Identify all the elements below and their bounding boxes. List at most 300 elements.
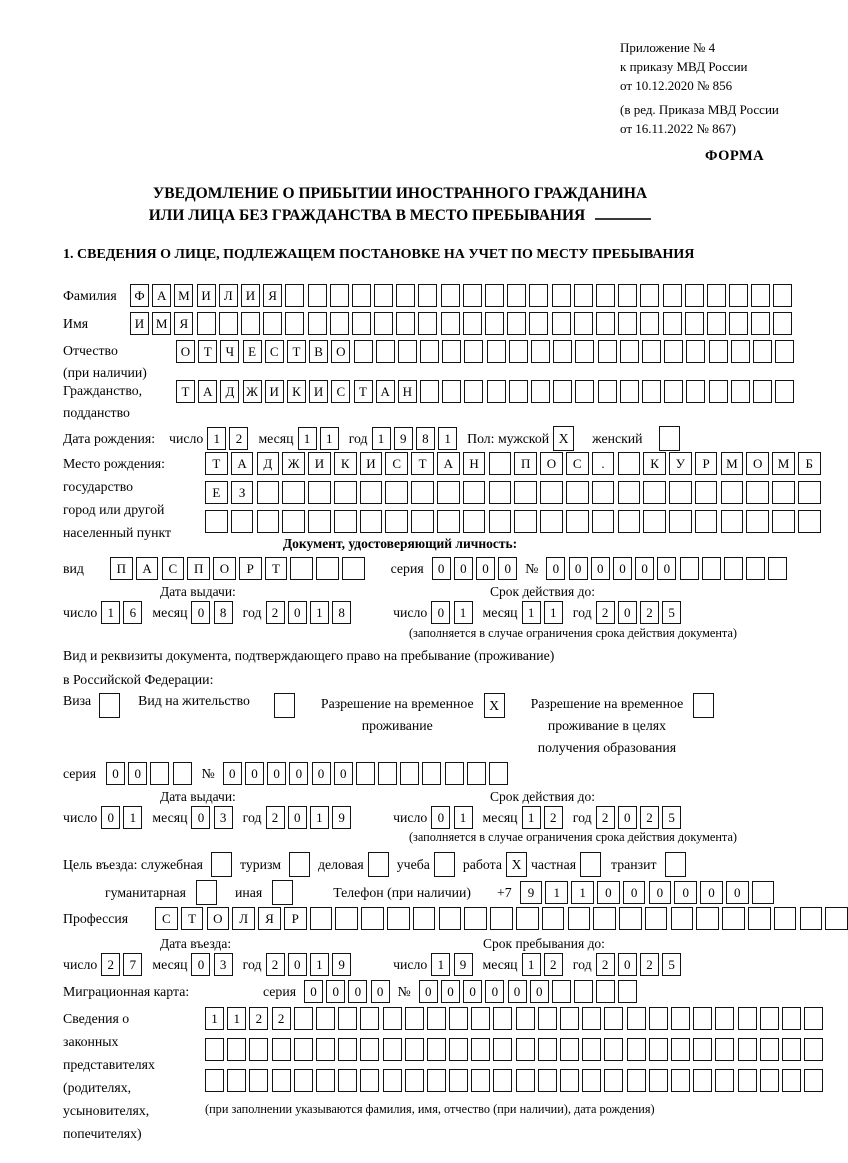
char-box[interactable]: 2 — [101, 953, 120, 976]
char-box[interactable]: И — [265, 380, 284, 403]
char-box[interactable]: 0 — [591, 557, 610, 580]
char-box[interactable] — [411, 510, 434, 533]
char-box[interactable] — [618, 312, 637, 335]
char-box[interactable]: А — [152, 284, 171, 307]
char-box[interactable]: 5 — [662, 806, 681, 829]
char-box[interactable] — [798, 510, 821, 533]
char-box[interactable]: 8 — [332, 601, 351, 624]
char-box[interactable]: 0 — [476, 557, 495, 580]
char-box[interactable]: 0 — [623, 881, 646, 904]
char-box[interactable] — [422, 762, 441, 785]
char-box[interactable] — [722, 907, 745, 930]
char-box[interactable] — [782, 1038, 801, 1061]
char-box[interactable] — [760, 1038, 779, 1061]
char-box[interactable] — [738, 1007, 757, 1030]
char-box[interactable] — [680, 557, 699, 580]
char-box[interactable] — [804, 1069, 823, 1092]
char-box[interactable]: 0 — [441, 980, 460, 1003]
checkbox-private[interactable] — [580, 852, 601, 877]
char-box[interactable]: 1 — [310, 806, 329, 829]
char-box[interactable] — [374, 312, 393, 335]
char-box[interactable] — [542, 907, 565, 930]
char-box[interactable] — [748, 907, 771, 930]
char-box[interactable] — [285, 284, 304, 307]
char-box[interactable] — [618, 284, 637, 307]
char-box[interactable] — [257, 510, 280, 533]
char-box[interactable] — [804, 1007, 823, 1030]
char-box[interactable] — [334, 510, 357, 533]
char-box[interactable] — [308, 284, 327, 307]
char-box[interactable]: 0 — [454, 557, 473, 580]
char-box[interactable] — [396, 312, 415, 335]
char-box[interactable]: 5 — [662, 953, 681, 976]
char-box[interactable]: 0 — [508, 980, 527, 1003]
char-box[interactable]: 2 — [229, 427, 248, 450]
char-box[interactable] — [398, 340, 417, 363]
char-box[interactable] — [538, 1038, 557, 1061]
char-box[interactable] — [360, 481, 383, 504]
char-box[interactable] — [642, 380, 661, 403]
char-box[interactable]: 0 — [312, 762, 331, 785]
char-box[interactable] — [775, 340, 794, 363]
char-box[interactable] — [387, 907, 410, 930]
char-box[interactable] — [413, 907, 436, 930]
char-box[interactable]: 2 — [249, 1007, 268, 1030]
char-box[interactable]: Б — [798, 452, 821, 475]
char-box[interactable] — [464, 380, 483, 403]
checkbox-gender-male[interactable]: X — [553, 426, 574, 451]
char-box[interactable] — [715, 1038, 734, 1061]
char-box[interactable]: А — [437, 452, 460, 475]
checkbox-temp-permit-edu[interactable] — [693, 693, 714, 718]
char-box[interactable]: 1 — [310, 601, 329, 624]
char-box[interactable] — [509, 380, 528, 403]
char-box[interactable]: 1 — [545, 881, 568, 904]
char-box[interactable] — [782, 1069, 801, 1092]
char-box[interactable]: Т — [411, 452, 434, 475]
char-box[interactable] — [671, 1069, 690, 1092]
char-box[interactable] — [308, 481, 331, 504]
char-box[interactable]: Е — [243, 340, 262, 363]
char-box[interactable] — [618, 510, 641, 533]
char-box[interactable] — [493, 1038, 512, 1061]
char-box[interactable] — [205, 1069, 224, 1092]
char-box[interactable] — [420, 380, 439, 403]
char-box[interactable] — [746, 510, 769, 533]
char-box[interactable] — [285, 312, 304, 335]
char-box[interactable] — [649, 1069, 668, 1092]
char-box[interactable]: 1 — [522, 806, 541, 829]
char-box[interactable] — [619, 907, 642, 930]
char-box[interactable]: 1 — [310, 953, 329, 976]
char-box[interactable] — [437, 510, 460, 533]
char-box[interactable] — [640, 312, 659, 335]
char-box[interactable] — [405, 1007, 424, 1030]
char-box[interactable] — [552, 312, 571, 335]
char-box[interactable] — [575, 340, 594, 363]
char-box[interactable] — [354, 340, 373, 363]
char-box[interactable] — [294, 1069, 313, 1092]
char-box[interactable] — [449, 1007, 468, 1030]
char-box[interactable] — [560, 1038, 579, 1061]
char-box[interactable]: Ч — [220, 340, 239, 363]
char-box[interactable] — [693, 1069, 712, 1092]
char-box[interactable] — [205, 1038, 224, 1061]
char-box[interactable]: 0 — [657, 557, 676, 580]
char-box[interactable]: 2 — [266, 601, 285, 624]
checkbox-study[interactable] — [434, 852, 455, 877]
char-box[interactable] — [671, 1038, 690, 1061]
char-box[interactable] — [751, 284, 770, 307]
char-box[interactable] — [249, 1069, 268, 1092]
char-box[interactable] — [342, 557, 365, 580]
checkbox-work[interactable]: X — [506, 852, 527, 877]
char-box[interactable] — [427, 1007, 446, 1030]
char-box[interactable] — [574, 980, 593, 1003]
char-box[interactable] — [360, 1038, 379, 1061]
char-box[interactable]: 9 — [332, 806, 351, 829]
char-box[interactable] — [282, 481, 305, 504]
char-box[interactable] — [649, 1007, 668, 1030]
char-box[interactable] — [338, 1007, 357, 1030]
char-box[interactable] — [753, 380, 772, 403]
char-box[interactable] — [378, 762, 397, 785]
char-box[interactable]: И — [309, 380, 328, 403]
char-box[interactable]: 0 — [419, 980, 438, 1003]
char-box[interactable] — [290, 557, 313, 580]
char-box[interactable] — [582, 1069, 601, 1092]
char-box[interactable] — [529, 312, 548, 335]
char-box[interactable] — [618, 481, 641, 504]
char-box[interactable] — [752, 881, 775, 904]
char-box[interactable] — [241, 312, 260, 335]
char-box[interactable]: Е — [205, 481, 228, 504]
char-box[interactable] — [489, 481, 512, 504]
char-box[interactable]: 0 — [191, 953, 210, 976]
char-box[interactable] — [197, 312, 216, 335]
char-box[interactable] — [405, 1069, 424, 1092]
char-box[interactable] — [463, 481, 486, 504]
char-box[interactable] — [568, 907, 591, 930]
char-box[interactable] — [437, 481, 460, 504]
char-box[interactable]: 0 — [431, 806, 450, 829]
char-box[interactable] — [485, 284, 504, 307]
char-box[interactable]: Р — [695, 452, 718, 475]
char-box[interactable] — [316, 1007, 335, 1030]
char-box[interactable]: О — [176, 340, 195, 363]
char-box[interactable] — [804, 1038, 823, 1061]
char-box[interactable] — [618, 452, 641, 475]
char-box[interactable]: 0 — [432, 557, 451, 580]
char-box[interactable]: Ж — [243, 380, 262, 403]
char-box[interactable] — [800, 907, 823, 930]
char-box[interactable] — [620, 380, 639, 403]
char-box[interactable] — [751, 312, 770, 335]
char-box[interactable]: 1 — [320, 427, 339, 450]
char-box[interactable]: А — [198, 380, 217, 403]
char-box[interactable]: 0 — [597, 881, 620, 904]
char-box[interactable]: 2 — [596, 806, 615, 829]
char-box[interactable]: 0 — [304, 980, 323, 1003]
char-box[interactable]: 1 — [454, 601, 473, 624]
char-box[interactable] — [669, 510, 692, 533]
char-box[interactable]: 2 — [596, 601, 615, 624]
char-box[interactable] — [516, 907, 539, 930]
char-box[interactable]: П — [187, 557, 210, 580]
char-box[interactable] — [685, 312, 704, 335]
char-box[interactable] — [582, 1007, 601, 1030]
char-box[interactable] — [729, 284, 748, 307]
char-box[interactable] — [686, 380, 705, 403]
char-box[interactable]: К — [643, 452, 666, 475]
checkbox-business[interactable] — [368, 852, 389, 877]
char-box[interactable] — [449, 1038, 468, 1061]
char-box[interactable]: Р — [239, 557, 262, 580]
char-box[interactable] — [596, 284, 615, 307]
char-box[interactable] — [411, 481, 434, 504]
char-box[interactable] — [471, 1069, 490, 1092]
char-box[interactable]: 0 — [348, 980, 367, 1003]
char-box[interactable] — [702, 557, 721, 580]
char-box[interactable] — [696, 907, 719, 930]
char-box[interactable]: С — [265, 340, 284, 363]
char-box[interactable]: Р — [284, 907, 307, 930]
char-box[interactable]: 0 — [371, 980, 390, 1003]
char-box[interactable]: Д — [220, 380, 239, 403]
char-box[interactable]: А — [376, 380, 395, 403]
char-box[interactable] — [664, 380, 683, 403]
char-box[interactable] — [566, 510, 589, 533]
char-box[interactable] — [374, 284, 393, 307]
char-box[interactable]: С — [162, 557, 185, 580]
char-box[interactable]: 0 — [288, 953, 307, 976]
char-box[interactable]: Т — [265, 557, 288, 580]
char-box[interactable] — [643, 510, 666, 533]
char-box[interactable] — [485, 312, 504, 335]
char-box[interactable]: 0 — [726, 881, 749, 904]
char-box[interactable] — [173, 762, 192, 785]
char-box[interactable] — [487, 380, 506, 403]
char-box[interactable] — [753, 340, 772, 363]
char-box[interactable]: 1 — [123, 806, 142, 829]
char-box[interactable] — [205, 510, 228, 533]
char-box[interactable]: И — [360, 452, 383, 475]
char-box[interactable]: 0 — [267, 762, 286, 785]
char-box[interactable] — [493, 1069, 512, 1092]
checkbox-tourism[interactable] — [289, 852, 310, 877]
char-box[interactable] — [560, 1007, 579, 1030]
char-box[interactable] — [493, 1007, 512, 1030]
char-box[interactable] — [471, 1007, 490, 1030]
char-box[interactable] — [620, 340, 639, 363]
char-box[interactable]: 1 — [205, 1007, 224, 1030]
char-box[interactable] — [316, 1038, 335, 1061]
char-box[interactable]: 0 — [288, 601, 307, 624]
char-box[interactable]: 9 — [520, 881, 543, 904]
char-box[interactable] — [219, 312, 238, 335]
char-box[interactable]: 0 — [530, 980, 549, 1003]
char-box[interactable] — [729, 312, 748, 335]
char-box[interactable]: 1 — [227, 1007, 246, 1030]
char-box[interactable] — [227, 1069, 246, 1092]
char-box[interactable] — [782, 1007, 801, 1030]
char-box[interactable] — [709, 340, 728, 363]
char-box[interactable] — [618, 980, 637, 1003]
char-box[interactable] — [405, 1038, 424, 1061]
char-box[interactable] — [724, 557, 743, 580]
char-box[interactable] — [738, 1038, 757, 1061]
char-box[interactable]: 9 — [332, 953, 351, 976]
char-box[interactable] — [360, 510, 383, 533]
char-box[interactable]: 0 — [618, 601, 637, 624]
char-box[interactable]: 2 — [544, 953, 563, 976]
char-box[interactable]: Т — [176, 380, 195, 403]
char-box[interactable] — [231, 510, 254, 533]
char-box[interactable] — [772, 481, 795, 504]
char-box[interactable] — [566, 481, 589, 504]
char-box[interactable]: У — [669, 452, 692, 475]
char-box[interactable]: 0 — [191, 601, 210, 624]
char-box[interactable]: Ж — [282, 452, 305, 475]
char-box[interactable]: К — [287, 380, 306, 403]
char-box[interactable]: Л — [232, 907, 255, 930]
char-box[interactable]: И — [130, 312, 149, 335]
char-box[interactable]: 1 — [431, 953, 450, 976]
char-box[interactable] — [774, 907, 797, 930]
char-box[interactable]: 5 — [662, 601, 681, 624]
char-box[interactable] — [489, 452, 512, 475]
char-box[interactable] — [338, 1069, 357, 1092]
char-box[interactable]: Л — [219, 284, 238, 307]
char-box[interactable] — [471, 1038, 490, 1061]
char-box[interactable]: 2 — [640, 601, 659, 624]
char-box[interactable]: 9 — [394, 427, 413, 450]
char-box[interactable]: 0 — [106, 762, 125, 785]
char-box[interactable] — [330, 284, 349, 307]
char-box[interactable] — [442, 380, 461, 403]
char-box[interactable]: 9 — [454, 953, 473, 976]
char-box[interactable] — [707, 312, 726, 335]
char-box[interactable] — [773, 284, 792, 307]
char-box[interactable]: 7 — [123, 953, 142, 976]
char-box[interactable] — [531, 340, 550, 363]
char-box[interactable]: 2 — [640, 806, 659, 829]
char-box[interactable] — [516, 1069, 535, 1092]
char-box[interactable] — [439, 907, 462, 930]
char-box[interactable]: 0 — [223, 762, 242, 785]
char-box[interactable]: 0 — [288, 806, 307, 829]
char-box[interactable] — [352, 284, 371, 307]
char-box[interactable]: М — [772, 452, 795, 475]
char-box[interactable]: 0 — [128, 762, 147, 785]
char-box[interactable] — [540, 510, 563, 533]
char-box[interactable] — [463, 510, 486, 533]
char-box[interactable] — [746, 481, 769, 504]
char-box[interactable]: Т — [287, 340, 306, 363]
char-box[interactable] — [400, 762, 419, 785]
char-box[interactable]: Т — [205, 452, 228, 475]
char-box[interactable] — [627, 1069, 646, 1092]
char-box[interactable] — [376, 340, 395, 363]
char-box[interactable]: 3 — [214, 953, 233, 976]
char-box[interactable] — [316, 557, 339, 580]
char-box[interactable] — [671, 907, 694, 930]
char-box[interactable] — [249, 1038, 268, 1061]
char-box[interactable] — [552, 284, 571, 307]
char-box[interactable] — [360, 1007, 379, 1030]
char-box[interactable]: 0 — [431, 601, 450, 624]
char-box[interactable] — [507, 284, 526, 307]
char-box[interactable]: С — [385, 452, 408, 475]
char-box[interactable] — [263, 312, 282, 335]
char-box[interactable] — [427, 1038, 446, 1061]
char-box[interactable] — [490, 907, 513, 930]
char-box[interactable] — [593, 907, 616, 930]
char-box[interactable] — [335, 907, 358, 930]
char-box[interactable]: И — [241, 284, 260, 307]
char-box[interactable] — [338, 1038, 357, 1061]
char-box[interactable] — [574, 312, 593, 335]
char-box[interactable]: 1 — [522, 953, 541, 976]
char-box[interactable] — [420, 340, 439, 363]
char-box[interactable]: 8 — [214, 601, 233, 624]
checkbox-other[interactable] — [272, 880, 293, 905]
char-box[interactable]: 0 — [674, 881, 697, 904]
char-box[interactable] — [693, 1038, 712, 1061]
char-box[interactable] — [467, 762, 486, 785]
char-box[interactable]: 2 — [266, 806, 285, 829]
char-box[interactable]: О — [540, 452, 563, 475]
char-box[interactable] — [695, 510, 718, 533]
char-box[interactable] — [598, 380, 617, 403]
char-box[interactable] — [385, 481, 408, 504]
char-box[interactable] — [463, 284, 482, 307]
char-box[interactable] — [294, 1007, 313, 1030]
char-box[interactable] — [540, 481, 563, 504]
char-box[interactable]: Т — [198, 340, 217, 363]
char-box[interactable] — [464, 340, 483, 363]
char-box[interactable] — [798, 481, 821, 504]
char-box[interactable]: 0 — [613, 557, 632, 580]
char-box[interactable] — [282, 510, 305, 533]
char-box[interactable]: 2 — [596, 953, 615, 976]
char-box[interactable] — [396, 284, 415, 307]
char-box[interactable]: 0 — [245, 762, 264, 785]
char-box[interactable]: Я — [258, 907, 281, 930]
char-box[interactable]: О — [207, 907, 230, 930]
char-box[interactable] — [686, 340, 705, 363]
char-box[interactable] — [360, 1069, 379, 1092]
char-box[interactable]: 0 — [485, 980, 504, 1003]
char-box[interactable]: 0 — [289, 762, 308, 785]
char-box[interactable]: 2 — [640, 953, 659, 976]
char-box[interactable]: А — [231, 452, 254, 475]
char-box[interactable] — [330, 312, 349, 335]
char-box[interactable] — [352, 312, 371, 335]
char-box[interactable]: Т — [181, 907, 204, 930]
checkbox-visa[interactable] — [99, 693, 120, 718]
char-box[interactable] — [383, 1069, 402, 1092]
char-box[interactable] — [464, 907, 487, 930]
char-box[interactable] — [574, 284, 593, 307]
char-box[interactable] — [489, 510, 512, 533]
char-box[interactable] — [775, 380, 794, 403]
char-box[interactable] — [575, 380, 594, 403]
char-box[interactable] — [509, 340, 528, 363]
char-box[interactable] — [640, 284, 659, 307]
char-box[interactable]: 0 — [326, 980, 345, 1003]
char-box[interactable] — [383, 1038, 402, 1061]
